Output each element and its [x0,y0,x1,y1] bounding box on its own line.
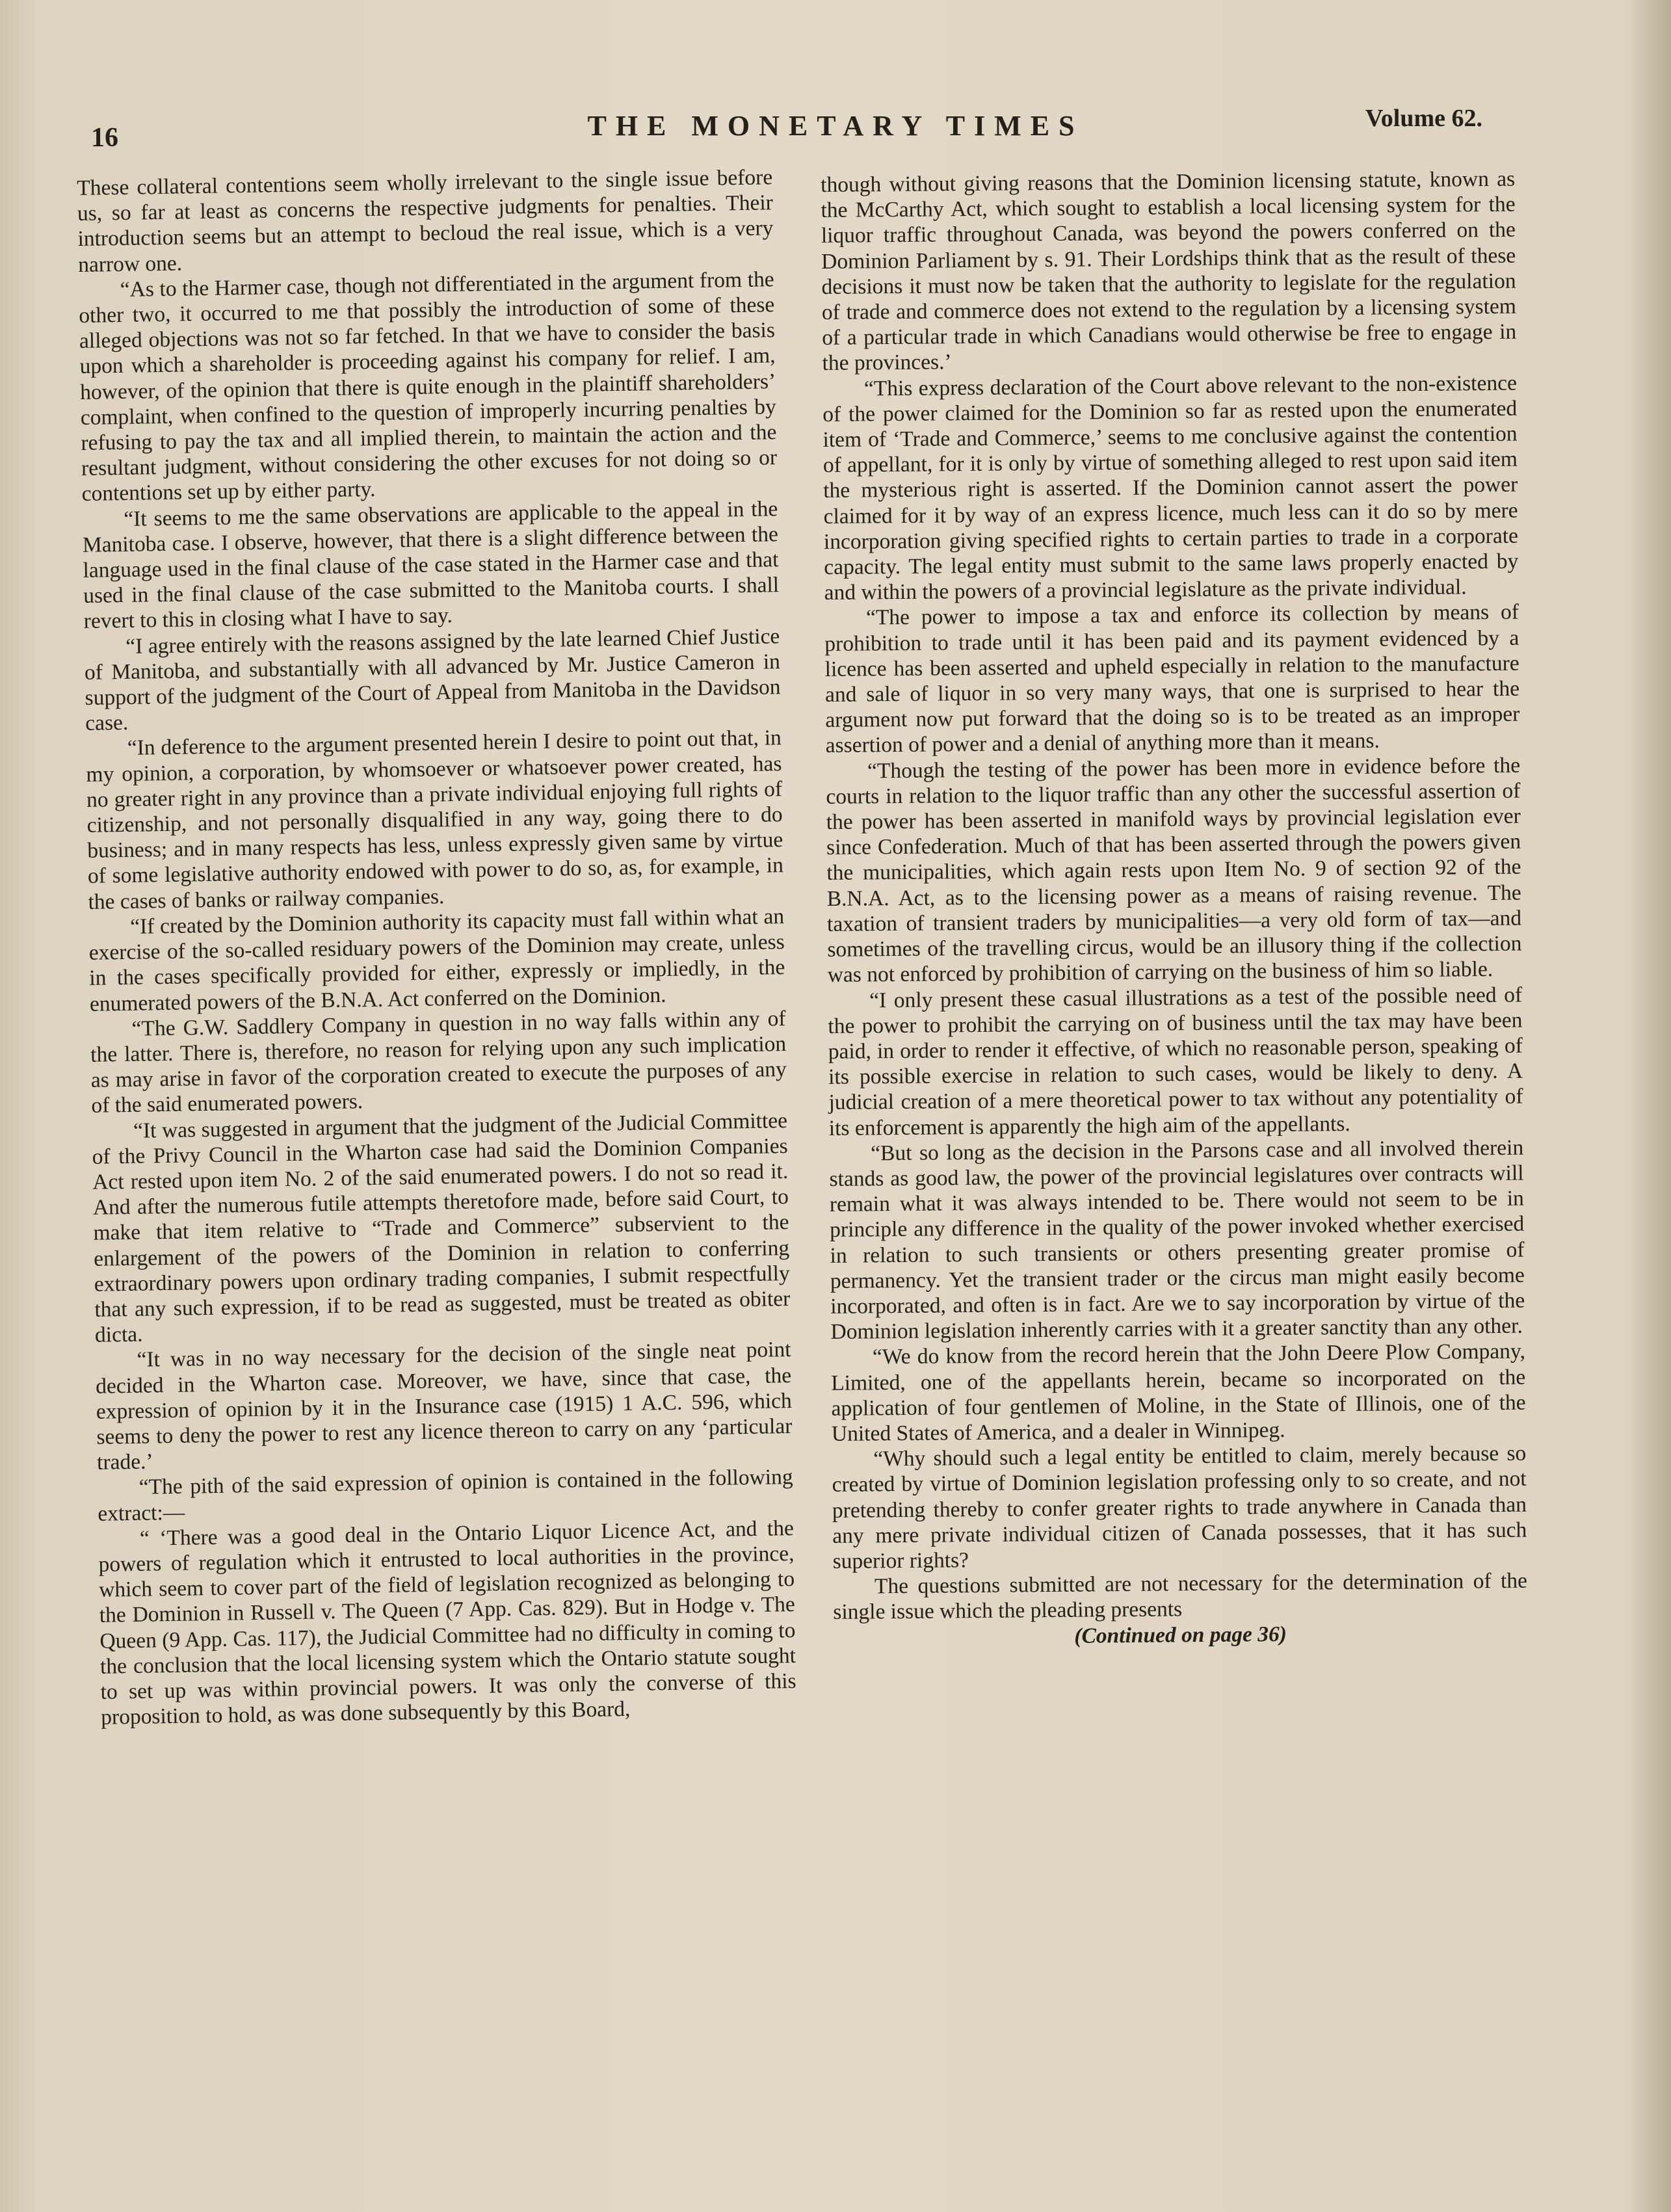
paragraph: “The power to impose a tax and enforce its collection by means of prohibition to trade until it has been paid and its payment evidenced by a licence has been asserted and upheld especially in relation to the manufacture and sale of liquor in so very many ways, that one is surprised to hear the argument now put forward that the doing so is to be treated as an improper assertion of power and a denial of anything more than it means. [824,600,1520,758]
page-number: 16 [91,123,118,153]
paragraph: These collateral contentions seem wholly irrelevant to the single issue before us, so far at least as concerns the respective judgments for penalties. Their introduction seems but an attempt to becloud the real issue, which is a very narrow one. [77,165,774,277]
paragraph: “I agree entirely with the reasons assigned by the late learned Chief Justice of Manitoba, and substantially with all advanced by Mr. Justice Cameron in support of the judgment of the Court of Appeal from Manitoba in the Davidson case. [84,624,781,736]
paragraph: “Why should such a legal entity be entitled to claim, merely because so created by virtue of Dominion legislation professing only to so create, and not pretending thereby to confer greater rights to trade anywhere in Canada than any mere private individual citizen of Canada possesses, that it has such superior rights? [832,1441,1527,1573]
paragraph: “Though the testing of the power has been more in evidence before the courts in relation to the liquor traffic than any other the successful assertion of the power has been asserted in manifold ways by provincial legislation ever since Confederation. Much of that has been asserted through the powers given the municipalities, which again rests upon Item No. 9 of section 92 of the B.N.A. Act, as to the licensing power as a means of raising revenue. The taxation of transient traders by municipalities—a very old form of tax—and sometimes of the travelling circus, would be an illusory thing if the collection was not enforced by prohibition of carrying on the business of him so liable. [826,753,1522,988]
paragraph: “It seems to me the same observations are applicable to the appeal in the Manitoba case. I observe, however, that there is a slight difference between the language used in the final clause of the case stated in the Harmer case and that used in the final clause of the case submitted to the Manitoba courts. I shall revert to this in closing what I have to say. [82,496,780,634]
paragraph: “If created by the Dominion authority its capacity must fall within what an exercise of the so-called residuary powers of the Dominion may create, unless in the cases specifically provided for either, expressly or impliedly, in the enumerated powers of the B.N.A. Act conferred on the Dominion. [88,904,785,1016]
paragraph: “I only present these casual illustrations as a test of the possible need of the power to prohibit the carrying on of business until the tax may have been paid, in order to render it effective, of which no reasonable person, speaking of its possible exercise in relation to such cases, would be likely to deny. A judicial creation of a mere theoretical power to tax without any potentiality of its enforcement is apparently the high aim of the appellants. [828,982,1523,1140]
paragraph: The questions submitted are not necessary for the determination of the single issue which the pleading presents [833,1568,1528,1625]
paragraph: “ ‘There was a good deal in the Ontario Liquor Licence Act, and the powers of regulation which it entrusted to local authorities in the province, which seem to cover part of the field of legislation recognized as belonging to the Dominion in Russell v. The Queen (7 App. Cas. 829). But in Hodge v. The Queen (9 App. Cas. 117), the Judicial Committee had no difficulty in coming to the conclusion that the local licensing system which the Ontario statute sought to set up was within provincial powers. It was only the converse of this proposition to hold, as was done subsequently by this Board, [98,1516,796,1730]
paragraph: “It was in no way necessary for the decision of the single neat point decided in the Wharton case. Moreover, we have, since that case, the expression of opinion by it in the Insurance case (1915) 1 A.C. 596, which seems to deny the power to rest any licence thereon to carry on any ‘particular trade.’ [95,1337,793,1475]
paragraph: “But so long as the decision in the Parsons case and all involved therein stands as good law, the power of the provincial legislatures over contracts will remain what it was always intended to be. There would not seem to be in principle any difference in the quality of the power invoked whether exercised in relation to such transients or others presenting greater promise of permanency. Yet the transient trader or the circus man might easily become incorporated, and often is in fact. Are we to say incorporation by virtue of the Dominion legislation inherently carries with it a greater sanctity than any other. [829,1135,1525,1345]
continued-note: (Continued on page 36) [1074,1622,1287,1648]
paragraph: “In deference to the argument presented herein I desire to point out that, in my opinion, a corporation, by whomsoever or whatsoever power created, has no greater right in any province than a private individual enjoying full rights of citizenship, and not personally disqualified in any way, going there to do business; and in many respects has less, unless expressly given same by virtue of some legislative authority endowed with power to do so, as, for example, in the cases of banks or railway companies. [86,726,784,914]
paragraph: “This express declaration of the Court above relevant to the non-existence of the power claimed for the Dominion so far as rested upon the enumerated item of ‘Trade and Commerce,’ seems to me conclusive against the contention of appellant, for it is only by virtue of something alleged to rest upon said item the mysterious right is asserted. If the Dominion cannot assert the power claimed for it by way of an express licence, much less can it do so by mere incorporation giving specified rights to certain parties to trade in a corporate capacity. The legal entity must submit to the same laws properly enacted by and within the powers of a provincial legislature as the private individual. [822,371,1519,605]
volume-label: Volume 62. [1365,105,1482,132]
left-column [77,165,796,1730]
masthead-title: THE MONETARY TIMES [587,110,1084,142]
paragraph: though without giving reasons that the Dominion licensing statute, known as the McCarthy Act, which sought to establish a local licensing system for the liquor traffic throughout Canada, was beyond the powers conferred on the Dominion Parliament by s. 91. Their Lordships think that as the result of these decisions it must now be taken that the authority to legislate for the regulation of trade and commerce does not extend to the regulation by a licensing system of a particular trade in which Canadians would otherwise be free to engage in the provinces.’ [821,166,1517,376]
right-column [821,166,1528,1651]
paragraph: “We do know from the record herein that the John Deere Plow Company, Limited, one of the appellants herein, became so incorporated on the application of four gentlemen of Moline, in the State of Illinois, one of the United States of America, and a dealer in Winnipeg. [831,1339,1526,1446]
paragraph: “It was suggested in argument that the judgment of the Judicial Committee of the Privy Council in the Wharton case had said the Dominion Companies Act rested upon item No. 2 of the said enumerated powers. I do not so read it. And after the numerous futile attempts theretofore made, before said Court, to make that item relative to “Trade and Commerce” subservient to the enlargement of the powers of the Dominion in relation to conferring extraordinary powers upon ordinary trading companies, I submit respectfully that any such expression, if to be read as suggested, must be treated as obiter dicta. [92,1108,791,1347]
paragraph: “The pith of the said expression of opinion is contained in the following extract:— [98,1465,793,1526]
paragraph: “As to the Harmer case, though not differentiated in the argument from the other two, it occurred to me that possibly the introduction of some of these alleged objections was not so far fetched. In that we have to consider the basis upon which a shareholder is proceeding against his company for relief. I am, however, of the opinion that there is quite enough in the plaintiff shareholders’ complaint, when confined to the question of improperly incurring penalties by refusing to pay the tax and all implied therein, to maintain the action and the resultant judgment, without considering the other excuses for not doing so or contentions set up by either party. [79,267,778,507]
paragraph: “The G.W. Saddlery Company in question in no way falls within any of the latter. There is, therefore, no reason for relying upon any such implication as may arise in favor of the corporation created to execute the purposes of any of the said enumerated powers. [90,1006,787,1118]
